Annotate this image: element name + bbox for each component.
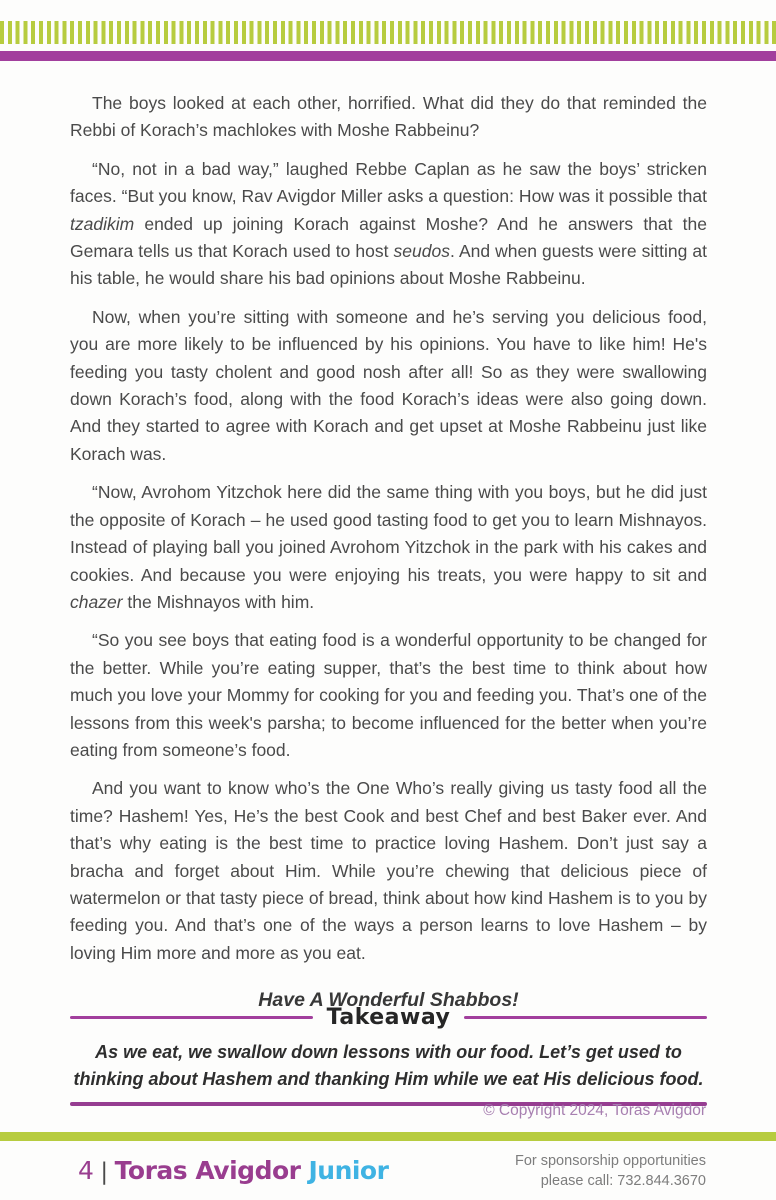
sponsorship-contact (515, 1151, 706, 1191)
article-body (70, 90, 707, 1012)
top-purple-bar (0, 51, 776, 61)
decorative-stripe-band (0, 21, 776, 44)
sponsorship-line2: please call: 732.844.3670 (540, 1172, 706, 1189)
shabbos-greeting: Have A Wonderful Shabbos! (258, 989, 519, 1012)
brand-name: Toras Avigdor (114, 1156, 301, 1185)
takeaway-title: Takeaway (326, 1005, 451, 1030)
copyright-notice: © Copyright 2024, Toras Avigdor (483, 1102, 706, 1119)
body-paragraph: And you want to know who’s the One Who’s really giving us tasty food all the time? Hashem! Yes, He’s the best Cook and best Chef and best Baker ever. And that’s why eating is the best time to practice loving Hashem. Don’t just say a bracha and forget about Him. While you’re chewing that delicious piece of watermelon or that tasty piece of bread, think about how kind Hashem is to you by feeding you. And that’s one of the ways a person learns to love Hashem – by loving Him more and more as you eat. (70, 778, 707, 963)
body-paragraph: “Now, Avrohom Yitzchok here did the same thing with you boys, but he did just the opposite of Korach – he used good tasting food to get you to learn Mishnayos. Instead of playing ball you joined Avrohom Yitzchok in the park with his cakes and cookies. And because you were enjoying his treats, you were happy to sit and chazer the Mishnayos with him. (70, 482, 707, 612)
body-paragraph: Now, when you’re sitting with someone and he’s serving you delicious food, you are more likely to be influenced by his opinions. You have to like him! He's feeding you tasty cholent and good nosh after all! So as they were swallowing down Korach’s food, along with the food Korach’s ideas were also going down. And they started to agree with Korach and get upset at Moshe Rabbeinu just like Korach was. (70, 306, 707, 464)
footer-separator: | (100, 1159, 108, 1185)
body-paragraph: The boys looked at each other, horrified. What did they do that reminded the Rebbi of Korach’s machlokes with Moshe Rabbeinu? (70, 93, 707, 141)
sponsorship-line1: For sponsorship opportunities (514, 1152, 706, 1169)
body-paragraphs (70, 90, 707, 967)
takeaway-rule-right (464, 1016, 707, 1020)
footer (0, 1141, 776, 1200)
page-number: 4 (78, 1156, 94, 1185)
brand-suffix: Junior (308, 1156, 389, 1185)
takeaway-rule-left (70, 1016, 313, 1020)
takeaway-text: As we eat, we swallow down lessons with our food. Let’s get used to thinking about Hashem and thanking Him while we eat His delicious food. (73, 1042, 704, 1089)
footer-brand (78, 1156, 388, 1185)
takeaway-section (70, 1005, 707, 1106)
body-paragraph: “No, not in a bad way,” laughed Rebbe Caplan as he saw the boys’ stricken faces. “But you know, Rav Avigdor Miller asks a question: How was it possible that tzadikim ended up joining Korach against Moshe? And he answers that the Gemara tells us that Korach used to host seudos. And when guests were sitting at his table, he would share his bad opinions about Moshe Rabbeinu. (70, 158, 707, 289)
takeaway-header (70, 1005, 707, 1030)
footer-green-bar (0, 1132, 776, 1141)
body-paragraph: “So you see boys that eating food is a wonderful opportunity to be changed for the better. While you’re eating supper, that’s the best time to think about how much you love your Mommy for cooking for you and feeding you. That’s one of the lessons from this week's parsha; to become influenced for the better when you’re eating from someone’s food. (70, 630, 707, 760)
